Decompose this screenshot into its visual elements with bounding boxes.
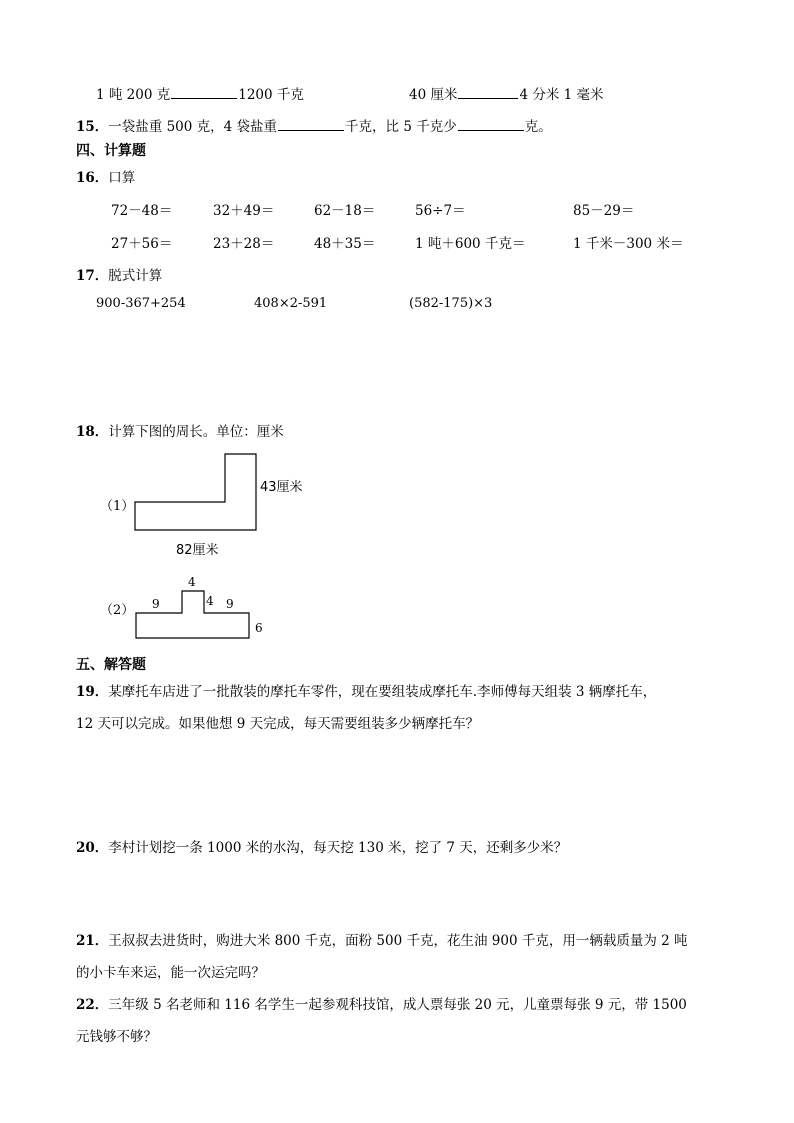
q15-part1: 一袋盐重 500 克，4 袋盐重 xyxy=(108,119,278,135)
question-number: 15． xyxy=(76,119,109,135)
perimeter-figures xyxy=(90,448,320,648)
answer-blank[interactable] xyxy=(458,117,524,131)
width-label: 82厘米 xyxy=(176,543,219,558)
question-text: 李村计划挖一条 1000 米的水沟，每天挖 130 米，挖了 7 天，还剩多少米？ xyxy=(108,840,568,856)
q14-left-a: 1 吨 200 克 xyxy=(96,87,171,103)
answer-blank[interactable] xyxy=(171,85,237,99)
answer-blank[interactable] xyxy=(458,85,518,99)
question-text: 三年级 5 名老师和 116 名学生一起参观科技馆，成人票每张 20 元，儿童票每张 9 元，带 1500 xyxy=(108,997,687,1013)
question-title: 口算 xyxy=(108,170,136,186)
q14-right-comparison xyxy=(409,83,604,103)
oral-calc-item: 1 吨＋600 千克＝ xyxy=(415,236,526,252)
question-title: 计算下图的周长。单位：厘米 xyxy=(108,424,284,440)
oral-calc-item: 85－29＝ xyxy=(573,203,635,219)
question-number: 21． xyxy=(76,933,109,949)
question-number: 22． xyxy=(76,997,109,1013)
q15-part2: 千克，比 5 千克少 xyxy=(345,119,457,135)
left-label: 9 xyxy=(152,597,160,611)
oral-calc-item: 62－18＝ xyxy=(314,203,376,219)
question-20 xyxy=(76,836,567,856)
section-title-calculation: 四、计算题 xyxy=(76,143,146,159)
figure-1-label: （1） xyxy=(100,499,135,514)
question-number: 18． xyxy=(76,424,109,440)
question-21-line2: 的小卡车来运，能一次运完吗？ xyxy=(76,965,265,981)
right-label: 9 xyxy=(226,597,234,611)
question-number: 16． xyxy=(76,170,109,186)
question-22-line2: 元钱够不够？ xyxy=(76,1029,157,1045)
section-title-word-problems: 五、解答题 xyxy=(76,657,146,673)
stepwise-calc-item: (582-175)×3 xyxy=(409,296,493,311)
stepwise-calc-item: 408×2-591 xyxy=(254,296,328,311)
question-17-heading xyxy=(76,264,162,284)
oral-calc-item: 27＋56＝ xyxy=(111,236,173,252)
oral-calc-item: 32＋49＝ xyxy=(213,203,275,219)
oral-calc-item: 48＋35＝ xyxy=(314,236,376,252)
question-number: 17． xyxy=(76,268,109,284)
question-18-heading xyxy=(76,420,284,440)
question-22-line1 xyxy=(76,993,687,1013)
l-shape-figure xyxy=(135,454,256,530)
q14-left-b: 1200 千克 xyxy=(238,87,304,103)
side-label: 6 xyxy=(255,621,263,635)
question-19-line2: 12 天可以完成。如果他想 9 天完成，每天需要组装多少辆摩托车？ xyxy=(76,716,480,732)
oral-calc-item: 56÷7＝ xyxy=(415,203,466,219)
question-number: 20． xyxy=(76,840,109,856)
q14-right-a: 40 厘米 xyxy=(409,87,458,103)
q14-right-b: 4 分米 1 毫米 xyxy=(519,87,604,103)
question-title: 脱式计算 xyxy=(108,268,163,284)
oral-calc-item: 1 千米－300 米＝ xyxy=(573,236,684,252)
question-19-line1 xyxy=(76,680,656,700)
question-number: 19． xyxy=(76,684,109,700)
inner-label: 4 xyxy=(206,594,214,608)
q15-part3: 克。 xyxy=(524,119,552,135)
question-text: 某摩托车店进了一批散装的摩托车零件，现在要组装成摩托车.李师傅每天组装 3 辆摩托车， xyxy=(108,684,657,700)
oral-calc-item: 72－48＝ xyxy=(111,203,173,219)
question-16-heading xyxy=(76,166,135,186)
q14-left-comparison xyxy=(96,83,304,103)
top-label: 4 xyxy=(188,575,196,589)
answer-blank[interactable] xyxy=(278,117,344,131)
height-label: 43厘米 xyxy=(260,480,303,495)
figure-2-label: （2） xyxy=(100,603,135,618)
stepwise-calc-item: 900-367+254 xyxy=(96,296,186,311)
question-15 xyxy=(76,115,552,135)
question-text: 王叔叔去进货时，购进大米 800 千克，面粉 500 千克，花生油 900 千克，用一辆载质量为 2 吨 xyxy=(108,933,688,949)
oral-calc-item: 23＋28＝ xyxy=(213,236,275,252)
question-21-line1 xyxy=(76,929,688,949)
